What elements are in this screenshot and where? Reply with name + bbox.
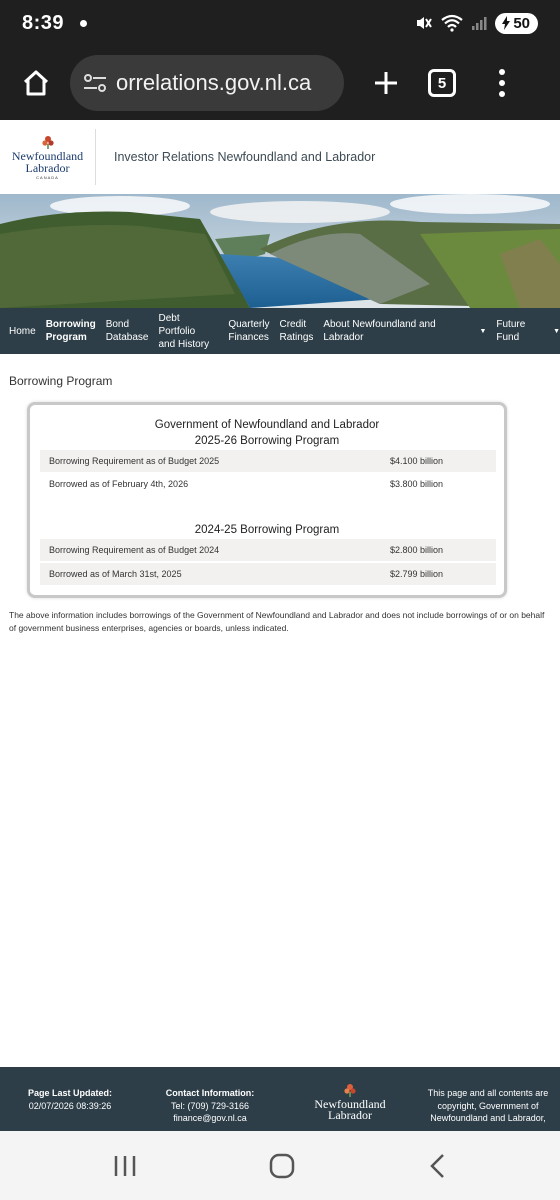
nav-item-future-fund[interactable]	[496, 318, 560, 344]
footer-label: Page Last Updated:	[27, 1088, 112, 1098]
url-text[interactable]: orrelations.gov.nl.ca	[116, 70, 312, 95]
fjord-illustration	[0, 194, 560, 308]
android-home-button[interactable]	[262, 1151, 302, 1181]
footer-label: Contact Information:	[165, 1088, 255, 1098]
footer-last-updated	[18, 1087, 122, 1112]
back-chevron-icon	[428, 1153, 448, 1179]
row-label: Borrowed as of February 4th, 2026	[49, 479, 189, 489]
site-title[interactable]: Investor Relations Newfoundland and Labrador	[114, 150, 376, 164]
main-navigation	[0, 308, 560, 354]
nav-label: Ratings	[279, 332, 314, 343]
site-footer	[0, 1067, 560, 1131]
footer-nl-logo[interactable]	[312, 1083, 388, 1121]
nav-item-borrowing-program[interactable]	[46, 318, 96, 344]
nav-label: Database	[105, 332, 149, 343]
nl-logo[interactable]	[0, 129, 96, 185]
notification-dot	[80, 20, 87, 27]
browser-home-button[interactable]	[14, 61, 58, 105]
footer-copyright	[424, 1087, 552, 1125]
footer-logo-text: Newfoundland	[314, 1097, 386, 1111]
footer-phone[interactable]: Tel: (709) 729-3166	[170, 1100, 250, 1111]
nav-label: Bond	[105, 319, 130, 330]
address-bar[interactable]	[70, 55, 344, 111]
nav-item-credit-ratings[interactable]	[279, 318, 313, 344]
copyright-text: Newfoundland and Labrador,	[430, 1113, 546, 1123]
program-heading-2025-26: 2025-26 Borrowing Program	[194, 435, 340, 447]
row-value: $2.800 billion	[390, 545, 444, 555]
caret-down-icon: ▼	[553, 327, 560, 335]
pitcher-plant-icon	[343, 1083, 357, 1097]
browser-menu-button[interactable]	[494, 61, 510, 105]
status-time: 8:39	[22, 11, 65, 34]
battery-indicator	[495, 13, 538, 34]
nav-label: Quarterly	[228, 319, 270, 330]
row-label: Borrowed as of March 31st, 2025	[49, 569, 182, 579]
row-label: Borrowing Requirement as of Budget 2024	[49, 545, 220, 555]
site-settings-icon[interactable]	[82, 72, 108, 94]
hero-landscape-image	[0, 194, 560, 308]
nav-item-bond-database[interactable]	[106, 318, 149, 344]
box-title: Government of Newfoundland and Labrador	[154, 419, 380, 431]
pitcher-plant-icon	[41, 135, 55, 149]
battery-level: 50	[513, 14, 530, 32]
logo-text-canada: CANADA	[36, 174, 59, 180]
status-bar	[0, 0, 560, 46]
mute-icon	[415, 14, 433, 32]
nav-label: Future Fund	[496, 319, 526, 343]
charging-bolt-icon	[501, 16, 511, 30]
status-icons	[415, 13, 538, 34]
nav-item-debt-portfolio[interactable]	[159, 312, 219, 351]
disclaimer-text: The above information includes borrowings of the Government of Newfoundland and Labrador and does not include borrowings of or on behalf of government business enterprises, agencies or boards, unless indicated.	[9, 610, 545, 633]
back-button[interactable]	[418, 1151, 458, 1181]
nav-label: Program	[45, 332, 87, 343]
nav-label: Finances	[228, 332, 269, 343]
row-label: Borrowing Requirement as of Budget 2025	[49, 456, 220, 466]
home-circle-icon	[269, 1153, 295, 1179]
table-row	[40, 473, 496, 495]
nav-item-quarterly-finances[interactable]	[228, 318, 269, 344]
table-row	[40, 450, 496, 472]
menu-dot-icon	[499, 91, 505, 97]
nav-label: Home	[9, 325, 36, 337]
nav-item-about-nl[interactable]	[323, 318, 486, 344]
menu-dot-icon	[499, 80, 505, 86]
recent-apps-icon	[113, 1154, 137, 1178]
row-value: $2.799 billion	[390, 569, 444, 579]
android-navigation-bar	[0, 1131, 560, 1200]
browser-toolbar	[0, 46, 560, 120]
page-heading: Borrowing Program	[9, 374, 113, 388]
nav-item-home[interactable]	[9, 325, 36, 338]
signal-icon	[471, 15, 487, 31]
table-row	[40, 539, 496, 561]
menu-dot-icon	[499, 69, 505, 75]
nav-label: Credit	[279, 319, 307, 330]
program-heading-2024-25: 2024-25 Borrowing Program	[194, 524, 340, 536]
nav-label: Debt Portfolio	[158, 312, 196, 337]
copyright-text: copyright, Government of	[437, 1100, 539, 1111]
row-value: $3.800 billion	[390, 479, 444, 489]
new-tab-button[interactable]	[366, 61, 406, 105]
footer-value: 02/07/2026 08:39:26	[28, 1100, 112, 1111]
footer-logo-text: Labrador	[328, 1108, 372, 1122]
table-row	[40, 563, 496, 585]
row-value: $4.100 billion	[390, 456, 444, 466]
caret-down-icon: ▼	[479, 327, 487, 335]
nav-label: About Newfoundland and Labrador	[323, 319, 436, 343]
home-icon	[21, 68, 51, 98]
site-header	[0, 120, 560, 194]
recent-apps-button[interactable]	[105, 1151, 145, 1181]
wifi-icon	[441, 14, 463, 32]
plus-icon	[373, 70, 399, 96]
logo-text-labrador: Labrador	[25, 160, 70, 175]
nav-label: Borrowing	[45, 319, 96, 330]
logo-text-newfoundland: Newfoundland	[11, 148, 84, 163]
footer-contact	[156, 1087, 264, 1125]
copyright-text: This page and all contents are	[427, 1088, 549, 1098]
borrowing-program-box	[27, 402, 507, 598]
footer-email-link[interactable]: finance@gov.nl.ca	[173, 1113, 247, 1123]
nav-label: and History	[158, 338, 210, 350]
tab-switcher-button[interactable]: 5	[428, 69, 456, 97]
